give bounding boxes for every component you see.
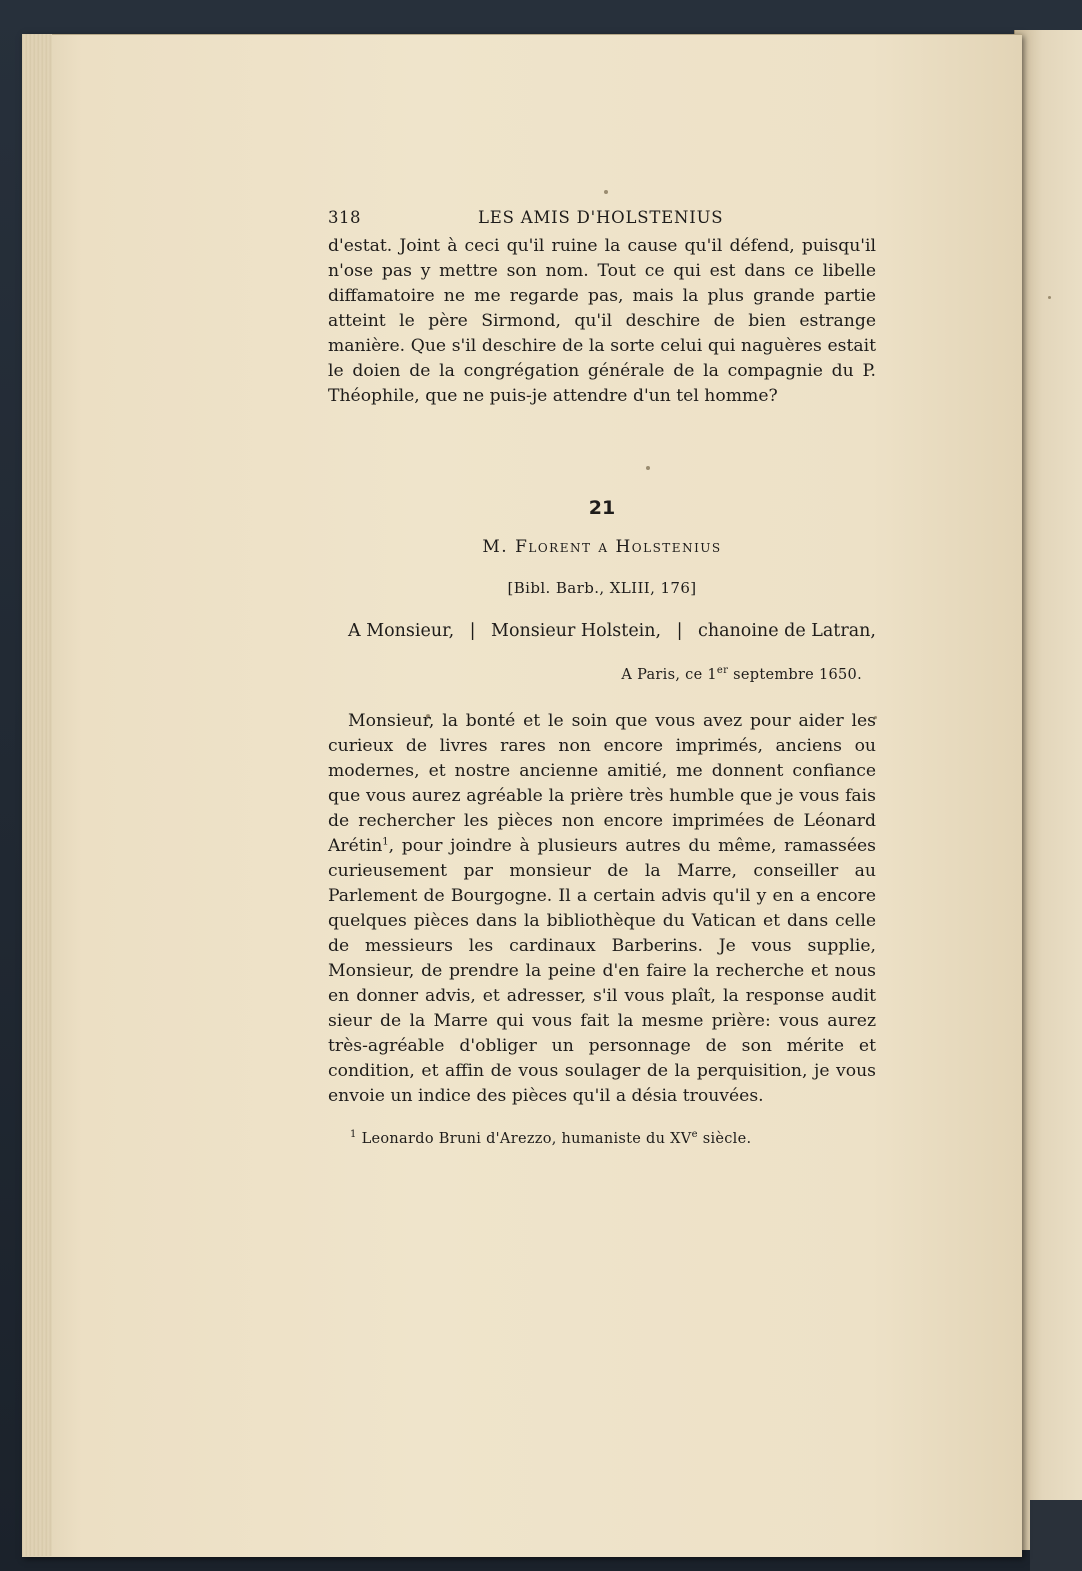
scan-background-corner	[1030, 1500, 1082, 1571]
page-text-block	[328, 204, 876, 1147]
continued-paragraph: d'estat. Joint à ceci qu'il ruine la cause qu'il défend, puisqu'il n'ose pas y mettre son nom. Tout ce qui est dans ce libelle diffamatoire ne me regarde pas, mais la plus grande partie atteint le père Sirmond, qu'il deschire de bien estrange manière. Que s'il deschire de la sorte celui qui naguères estait le doien de la congrégation générale de la compagnie du P. Théophile, que ne puis-je attendre d'un tel homme?	[328, 236, 876, 406]
letter-body-part-2: , pour joindre à plusieurs autres du même, ramassées curieusement par monsieur de la Marre, conseiller au Parlement de Bourgogne. Il a certain advis qu'il y en a encore quelques pièces dans la bibliothèque du Vatican et dans celle de messieurs les cardinaux Barberins. Je vous supplie, Monsieur, de prendre la peine d'en faire la recherche et nous en donner advis, et adresser, s'il vous plaît, la response audit sieur de la Marre qui vous fait la mesme prière: vous aurez très-agréable d'obliger un personnage de son mérite et condition, et affin de vous soulager de la perquisition, je vous envoie un indice des pièces qu'il a désia trouvées.	[328, 836, 876, 1106]
address-line	[328, 621, 876, 641]
letter-title: M. Florent a Holstenius	[482, 537, 722, 557]
letter-body	[328, 709, 876, 1109]
running-title: LES AMIS D'HOLSTENIUS	[478, 208, 724, 227]
date-line	[328, 667, 876, 683]
running-header	[328, 204, 876, 234]
footnote-text: Leonardo Bruni d'Arezzo, humaniste du XV	[356, 1131, 692, 1147]
address-part: A Monsieur,	[348, 621, 455, 641]
date-superscript: er	[716, 665, 729, 677]
footnote-mark: 1	[350, 1129, 357, 1141]
date-prefix: A Paris, ce 1	[621, 667, 717, 683]
date-suffix: septembre 1650.	[728, 667, 862, 683]
page-gutter-edge	[22, 34, 52, 1556]
address-part: Monsieur Holstein,	[491, 621, 662, 641]
footnote-suffix: siècle.	[697, 1131, 752, 1147]
address-separator: |	[469, 621, 476, 641]
footnote	[328, 1131, 876, 1147]
page-number: 318	[328, 208, 361, 227]
source-reference: [Bibl. Barb., XLIII, 176]	[507, 579, 697, 597]
footnote-reference: 1	[382, 836, 389, 848]
address-separator: |	[676, 621, 683, 641]
letter-body-part-1: Monsieur, la bonté et le soin que vous avez pour aider les curieux de livres rares non encore imprimés, anciens ou modernes, et nostre ancienne amitié, me donnent confiance que vous aurez agréable la prière très humble que je vous fais de rechercher les pièces non encore imprimées de Léonard Arétin	[328, 711, 876, 856]
paper-speck	[1048, 296, 1051, 299]
paper-speck	[604, 190, 608, 194]
footnote-superscript: e	[691, 1129, 698, 1141]
letter-number: 21	[588, 497, 616, 519]
address-part: chanoine de Latran,	[698, 621, 876, 641]
adjacent-page-edge	[1014, 30, 1082, 1550]
